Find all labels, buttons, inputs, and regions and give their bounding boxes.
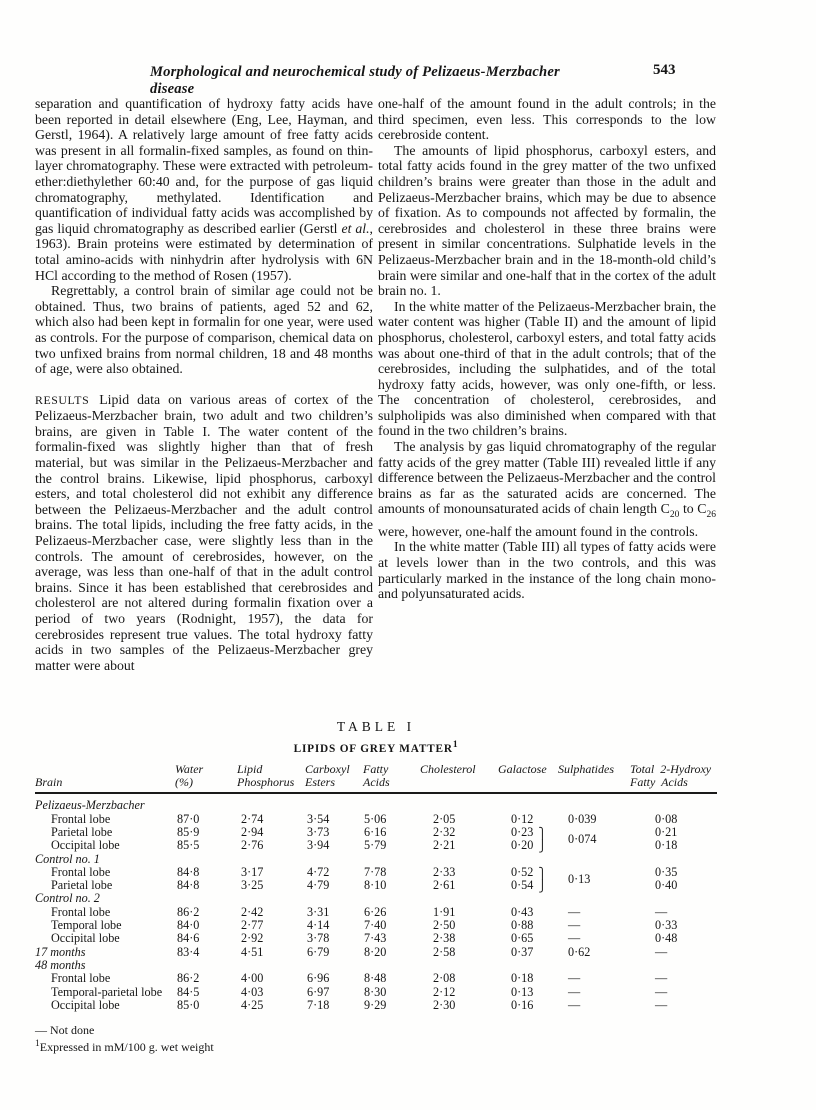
- cell-carboxyl-esters: 4·79: [307, 878, 330, 893]
- cell-galactose: [498, 826, 558, 839]
- cell-total-2-hydroxy: 0·21: [655, 824, 678, 839]
- table-1: [35, 719, 717, 1054]
- cell-lipid-phosphorus: 2·42: [241, 904, 264, 919]
- cell-lipid-phosphorus: 2·77: [241, 918, 264, 933]
- left-column: [35, 96, 373, 673]
- cell-water: 86·2: [177, 971, 200, 986]
- cell-water: 85·0: [177, 997, 200, 1012]
- cell-fatty-acids: 8·30: [364, 984, 387, 999]
- cell-brain: 17 months: [35, 944, 86, 959]
- cell-carboxyl-esters: 6·96: [307, 971, 330, 986]
- table-group-row: [35, 959, 717, 972]
- cell-carboxyl-esters: 4·14: [307, 918, 330, 933]
- cell-fatty-acids: 8·48: [364, 971, 387, 986]
- cell-lipid-phosphorus: 2·74: [241, 811, 264, 826]
- cell-carboxyl-esters: 3·73: [307, 824, 330, 839]
- cell-galactose: 0·43: [511, 904, 534, 919]
- paragraph: Regrettably, a control brain of similar age could not be obtained. Thus, two brains of patients, aged 52 and 62, which also had been kept in formalin for one year, were used as controls. For the purpose of comparison, chemical data on two unfixed brains from normal children, 18 and 48 months of age, were also obtained.: [35, 283, 373, 377]
- cell-sulphatides: —: [568, 904, 581, 919]
- table-row: [35, 906, 717, 919]
- subscript: 26: [706, 510, 716, 521]
- cell-total-2-hydroxy: —: [655, 944, 668, 959]
- cell-carboxyl-esters: 3·94: [307, 838, 330, 853]
- cell-total-2-hydroxy: —: [655, 984, 668, 999]
- cell-carboxyl-esters: 6·97: [307, 984, 330, 999]
- cell-total-2-hydroxy: 0·40: [655, 878, 678, 893]
- cell-brain: Frontal lobe: [51, 864, 111, 879]
- cell-carboxyl-esters: 3·54: [307, 811, 330, 826]
- cell-lipid-phosphorus: 4·03: [241, 984, 264, 999]
- cell-total-2-hydroxy: —: [655, 971, 668, 986]
- column-header-fatty-acids: Fatty Acids: [363, 761, 390, 789]
- cell-water: 84·8: [177, 864, 200, 879]
- cell-sulphatides: —: [568, 971, 581, 986]
- paragraph: In the white matter of the Pelizaeus-Merzbacher brain, the water content was higher (Table II) and the amount of lipid phosphorus, cholesterol, carboxyl esters, and total fatty acids was about one-third of that in the adult controls; that of the cerebrosides, including the sulphatides, and of the total hydroxy fatty acids, however, was only one-fifth, or less. The concentration of cholesterol, cerebrosides, and sulpholipids was also diminished when compared with that found in the two children’s brains.: [378, 298, 716, 439]
- cell-cholesterol: 2·21: [433, 838, 456, 853]
- cell-total-2-hydroxy: 0·08: [655, 811, 678, 826]
- cell-water: 84·0: [177, 918, 200, 933]
- cell-brain: Frontal lobe: [51, 971, 111, 986]
- cell-sulphatides: —: [568, 997, 581, 1012]
- cell-water: 84·8: [177, 878, 200, 893]
- cell-total-2-hydroxy: 0·18: [655, 838, 678, 853]
- column-header-carboxyl-esters: Carboxyl Esters: [305, 761, 350, 789]
- cell-galactose: 0·12: [511, 811, 534, 826]
- italic-text: et al.: [341, 220, 370, 236]
- cell-lipid-phosphorus: 4·00: [241, 971, 264, 986]
- cell-lipid-phosphorus: 3·25: [241, 878, 264, 893]
- cell-fatty-acids: 9·29: [364, 997, 387, 1012]
- table-subtitle: [35, 740, 717, 755]
- cell-cholesterol: 2·12: [433, 984, 456, 999]
- cell-brain: Parietal lobe: [51, 824, 113, 839]
- cell-brain: Temporal-parietal lobe: [51, 984, 163, 999]
- table-body: [35, 799, 717, 1012]
- paragraph-text: , 1963). Brain proteins were estimated by determination of total amino-acids with ninhydrin after hydrolysis with 6N HCl according to the method of Rosen (1957).: [35, 220, 373, 283]
- cell-value: 0·54: [511, 878, 534, 893]
- cell-water: 83·4: [177, 944, 200, 959]
- table-rule: [35, 792, 717, 795]
- cell-cholesterol: 2·33: [433, 864, 456, 879]
- cell-lipid-phosphorus: 3·17: [241, 864, 264, 879]
- cell-value: 0·52: [511, 864, 534, 879]
- paragraph: one-half of the amount found in the adult controls; in the third specimen, even less. This corresponds to the low cerebroside content.: [378, 96, 716, 143]
- cell-fatty-acids: 7·40: [364, 918, 387, 933]
- cell-galactose: 0·18: [511, 971, 534, 986]
- paragraph-text: separation and quantification of hydroxy fatty acids have been reported in detail elsewhere (Eng, Lee, Hayman, and Gerstl, 1964). A relatively large amount of free fatty acids was present in all formalin-fixed samples, as found on thin-layer chromatography. These were extracted with petroleum-ether:diethylether 60:40 and, for the purpose of gas liquid chromatography, methylated. Identification and quantification of individual fatty acids was accomplished by gas liquid chromatography as described earlier (Gerstl: [35, 96, 373, 236]
- cell-brain: Temporal lobe: [51, 918, 122, 933]
- cell-water: 86·2: [177, 904, 200, 919]
- cell-brain: Occipital lobe: [51, 997, 120, 1012]
- paragraph-text: to C: [679, 501, 707, 517]
- cell-lipid-phosphorus: 2·94: [241, 824, 264, 839]
- cell-brain: Parietal lobe: [51, 878, 113, 893]
- cell-galactose: [498, 866, 558, 879]
- footnote-text: Expressed in mM/100 g. wet weight: [39, 1040, 214, 1055]
- cell-galactose: 0·88: [511, 918, 534, 933]
- table-title: TABLE I: [336, 719, 416, 734]
- cell-water: 84·6: [177, 931, 200, 946]
- cell-cholesterol: 2·58: [433, 944, 456, 959]
- cell-carboxyl-esters: 6·79: [307, 944, 330, 959]
- cell-sulphatides: —: [568, 918, 581, 933]
- cell-cholesterol: 2·38: [433, 931, 456, 946]
- results-paragraph: [35, 392, 373, 674]
- running-head: Morphological and neurochemical study of Pelizaeus-Merzbacher disease: [150, 64, 560, 97]
- cell-fatty-acids: 7·78: [364, 864, 387, 879]
- cell-lipid-phosphorus: 4·25: [241, 997, 264, 1012]
- cell-carboxyl-esters: 3·78: [307, 931, 330, 946]
- paragraph: The amounts of lipid phosphorus, carboxyl esters, and total fatty acids found in the grey matter of the two unfixed children’s brains were greater than those in the adult and Pelizaeus-Merzbacher brains, which may be due to absence of fixation. As to compounds not affected by formalin, the cerebrosides and cholesterol in these three brains were present in similar concentrations. Sulphatide levels in the Pelizaeus-Merzbacher brain and in the 18-month-old child’s brain were similar and one-half that in the cortex of the adult brain no. 1.: [378, 142, 716, 299]
- page-number: 543: [653, 62, 676, 78]
- cell-galactose: [498, 879, 558, 892]
- cell-brain-group: Control no. 1: [35, 851, 100, 866]
- column-header-water: Water (%): [175, 761, 204, 789]
- table-row: [35, 946, 717, 959]
- cell-total-2-hydroxy: 0·35: [655, 864, 678, 879]
- cell-value: 0·13: [568, 871, 591, 886]
- cell-cholesterol: 2·32: [433, 824, 456, 839]
- cell-carboxyl-esters: 7·18: [307, 997, 330, 1012]
- cell-sulphatides: [558, 826, 630, 846]
- cell-value: 0·20: [511, 838, 534, 853]
- cell-cholesterol: 2·05: [433, 811, 456, 826]
- column-header-cholesterol: Cholesterol: [420, 761, 476, 776]
- column-header-brain: Brain: [35, 774, 63, 789]
- cell-total-2-hydroxy: 0·33: [655, 918, 678, 933]
- table-row: [35, 972, 717, 985]
- cell-fatty-acids: 5·79: [364, 838, 387, 853]
- cell-value: 0·23: [511, 824, 534, 839]
- cell-sulphatides: —: [568, 984, 581, 999]
- cell-sulphatides: 0·62: [568, 944, 591, 959]
- brace-bottom-icon: ⎭: [538, 840, 547, 854]
- cell-total-2-hydroxy: 0·48: [655, 931, 678, 946]
- cell-water: 85·9: [177, 824, 200, 839]
- cell-cholesterol: 2·61: [433, 878, 456, 893]
- cell-water: 84·5: [177, 984, 200, 999]
- table-group-row: [35, 799, 717, 812]
- cell-value: 0·074: [568, 831, 597, 846]
- column-header-galactose: Galactose: [498, 761, 547, 776]
- table-header-row: [35, 763, 717, 789]
- results-heading: RESULTS: [35, 392, 90, 407]
- cell-lipid-phosphorus: 2·76: [241, 838, 264, 853]
- cell-galactose: 0·65: [511, 931, 534, 946]
- table-footnotes: [35, 1023, 717, 1054]
- cell-galactose: 0·13: [511, 984, 534, 999]
- footnote-not-done: — Not done: [35, 1023, 95, 1038]
- cell-fatty-acids: 8·10: [364, 878, 387, 893]
- paragraph-text: The analysis by gas liquid chromatography of the regular fatty acids of the grey matter (Table III) revealed little if any difference between the Pelizaeus-Merzbacher and the control brains as far as the saturated acids are concerned. The amounts of monounsaturated acids of chain length C: [378, 439, 716, 517]
- cell-fatty-acids: 6·26: [364, 904, 387, 919]
- paragraph-text: Lipid data on various areas of cortex of the Pelizaeus-Merzbacher brain, two adult and two children’s brains, are given in Table I. The water content of the formalin-fixed was slightly higher than that of fresh material, but was similar in the Pelizaeus-Merzbacher and the control brains. Likewise, lipid phosphorus, carboxyl esters, and total cholesterol did not exhibit any difference between the Pelizaeus-Merzbacher and the adult control brains. The total lipids, including the free fatty acids, in the Pelizaeus-Merzbacher case, were slightly less than in the controls. The amount of cerebrosides, however, on the average, was less than one-half of that in the adult control brains. Since it has been established that cerebrosides and cholesterol are not altered during formalin fixation over a period of two years (Rodnight, 1957), the data for cerebrosides represent true values. The total hydroxy fatty acids in two samples of the Pelizaeus-Merzbacher grey matter were about: [35, 391, 373, 673]
- cell-sulphatides: —: [568, 931, 581, 946]
- brace-bottom-icon: ⎭: [538, 880, 547, 894]
- cell-cholesterol: 2·30: [433, 997, 456, 1012]
- column-header-lipid-phosphorus: Lipid Phosphorus: [237, 761, 295, 789]
- column-header-sulphatides: Sulphatides: [558, 761, 614, 776]
- table-row: [35, 839, 717, 852]
- cell-brain: Occipital lobe: [51, 931, 120, 946]
- table-row: [35, 999, 717, 1012]
- table-group-row: [35, 853, 717, 866]
- cell-fatty-acids: 5·06: [364, 811, 387, 826]
- paragraph-text: were, however, one-half the amount found in the controls.: [378, 523, 699, 539]
- footnote-units: [35, 1037, 717, 1054]
- cell-total-2-hydroxy: —: [655, 904, 668, 919]
- cell-sulphatides: [558, 866, 630, 886]
- table-subtitle-text: LIPIDS OF GREY MATTER: [293, 742, 453, 755]
- table-group-row: [35, 892, 717, 905]
- brace-top-icon: ⎫: [538, 866, 547, 880]
- cell-brain: Occipital lobe: [51, 838, 120, 853]
- cell-brain-group: Pelizaeus-Merzbacher: [35, 798, 145, 813]
- cell-brain: Frontal lobe: [51, 904, 111, 919]
- cell-fatty-acids: 7·43: [364, 931, 387, 946]
- cell-fatty-acids: 6·16: [364, 824, 387, 839]
- brace-top-icon: ⎫: [538, 826, 547, 840]
- table-row: [35, 919, 717, 932]
- cell-brain: Frontal lobe: [51, 811, 111, 826]
- paragraph: [35, 96, 373, 283]
- cell-water: 85·5: [177, 838, 200, 853]
- paragraph: [378, 439, 716, 539]
- cell-carboxyl-esters: 4·72: [307, 864, 330, 879]
- cell-sulphatides: 0·039: [568, 811, 597, 826]
- cell-carboxyl-esters: 3·31: [307, 904, 330, 919]
- cell-lipid-phosphorus: 2·92: [241, 931, 264, 946]
- subscript: 20: [669, 510, 680, 521]
- column-header-total-2-hydroxy: Total 2-Hydroxy Fatty Acids: [630, 761, 712, 789]
- table-row: [35, 813, 717, 826]
- table-row: [35, 986, 717, 999]
- cell-cholesterol: 2·08: [433, 971, 456, 986]
- cell-total-2-hydroxy: —: [655, 997, 668, 1012]
- cell-galactose: 0·37: [511, 944, 534, 959]
- cell-lipid-phosphorus: 4·51: [241, 944, 264, 959]
- table-row: [35, 879, 717, 892]
- cell-brain-group: Control no. 2: [35, 891, 100, 906]
- cell-cholesterol: 2·50: [433, 918, 456, 933]
- footnote-marker: 1: [35, 1039, 40, 1050]
- cell-galactose: 0·16: [511, 997, 534, 1012]
- cell-fatty-acids: 8·20: [364, 944, 387, 959]
- footnote-marker: 1: [452, 740, 459, 750]
- cell-water: 87·0: [177, 811, 200, 826]
- cell-galactose: [498, 839, 558, 852]
- table-row: [35, 932, 717, 945]
- cell-brain-group: 48 months: [35, 957, 86, 972]
- cell-cholesterol: 1·91: [433, 904, 456, 919]
- paragraph: In the white matter (Table III) all types of fatty acids were at levels lower than in the two controls, and this was particularly marked in the instance of the long chain mono- and polyunsaturated acids.: [378, 539, 716, 602]
- right-column: [378, 96, 716, 602]
